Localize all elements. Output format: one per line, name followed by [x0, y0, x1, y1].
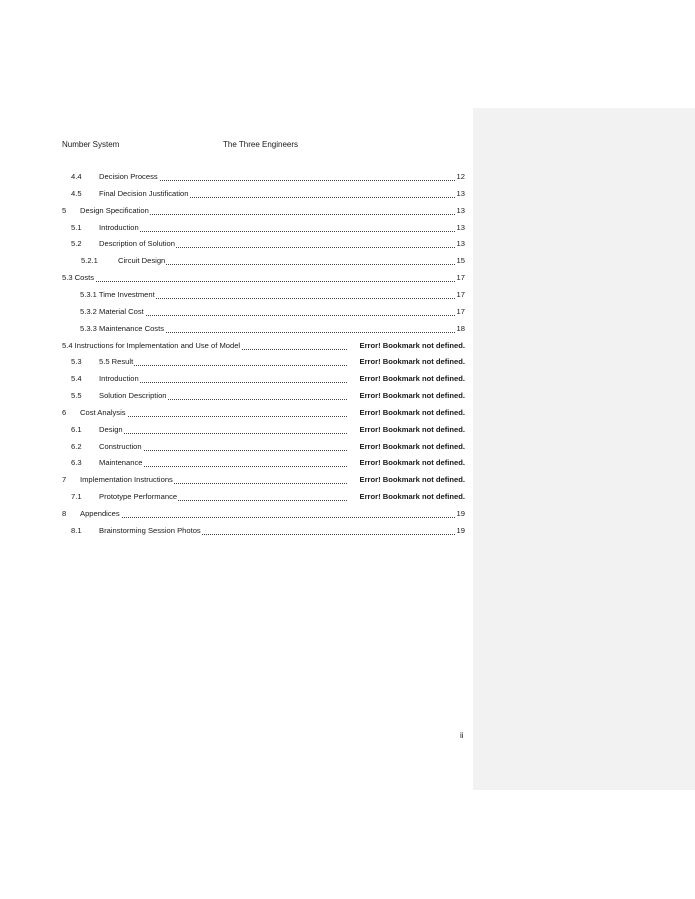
toc-leader-dots: [99, 431, 347, 434]
toc-leader-dots: [62, 279, 455, 282]
toc-entry-number: 5: [62, 205, 67, 215]
toc-entry[interactable]: [0, 457, 465, 468]
toc-entry[interactable]: [0, 441, 465, 452]
toc-entry-title: 5.3 Costs: [62, 273, 95, 283]
comment-pane: [473, 108, 695, 790]
toc-entry-page: Error! Bookmark not defined.: [359, 340, 465, 350]
toc-entry-page: 17: [456, 306, 465, 316]
toc-entry-title: Introduction: [99, 374, 139, 384]
toc-entry-title: 5.5 Result: [99, 357, 134, 367]
toc-entry-number: 5.4: [71, 374, 82, 384]
toc-entry-number: 5.2.1: [81, 256, 98, 266]
toc-entry[interactable]: [0, 390, 465, 401]
toc-entry-title: Introduction: [99, 222, 139, 232]
toc-entry-page: 13: [456, 239, 465, 249]
toc-entry[interactable]: [0, 356, 465, 367]
toc-entry-title: Decision Process: [99, 172, 158, 181]
toc-entry-page: Error! Bookmark not defined.: [359, 492, 465, 502]
toc-entry-title: Brainstorming Session Photos: [99, 525, 201, 535]
toc-entry-page: Error! Bookmark not defined.: [359, 424, 465, 434]
toc-entry[interactable]: [0, 238, 465, 249]
toc-entry-page: 19: [456, 509, 465, 518]
page-number: ii: [460, 731, 464, 740]
toc-entry-page: Error! Bookmark not defined.: [359, 391, 465, 401]
toc-entry-title: Implementation Instructions: [80, 475, 173, 485]
toc-entry-number: 4.5: [71, 188, 82, 198]
toc-entry-title: 5.4 Instructions for Implementation and Use of Model: [62, 340, 241, 350]
toc-entry[interactable]: [0, 508, 465, 519]
toc-entry-page: Error! Bookmark not defined.: [359, 458, 465, 468]
toc-leader-dots: [80, 515, 455, 518]
toc-entry-number: 6: [62, 407, 67, 417]
toc-entry-title: 5.3.1 Time Investment: [80, 289, 155, 299]
toc-entry-page: 17: [456, 289, 465, 299]
toc-entry[interactable]: [0, 407, 465, 418]
toc-entry[interactable]: [0, 474, 465, 485]
toc-leader-dots: [99, 229, 455, 232]
toc-entry-title: Cost Analysis: [80, 407, 126, 417]
toc-entry-page: 19: [456, 525, 465, 535]
toc-entry-page: Error! Bookmark not defined.: [359, 475, 465, 485]
toc-entry-title: Maintenance: [99, 458, 143, 468]
toc-entry-number: 5.1: [71, 222, 82, 232]
toc-entry-title: Design Specification: [80, 205, 149, 215]
toc-entry[interactable]: [0, 222, 465, 233]
header-right: The Three Engineers: [223, 140, 299, 149]
toc-entry-title: Construction: [99, 441, 142, 451]
toc-entry-page: 12: [456, 172, 465, 181]
toc-entry-number: 5.2: [71, 239, 82, 249]
toc-entry-page: Error! Bookmark not defined.: [359, 374, 465, 384]
toc-leader-dots: [118, 262, 455, 265]
toc-entry-number: 5.3: [71, 357, 82, 367]
toc-entry-page: 17: [456, 273, 465, 283]
toc-entry-title: Circuit Design: [118, 256, 166, 266]
toc-entry-page: 15: [456, 256, 465, 266]
toc-entry-page: 13: [456, 188, 465, 198]
toc-entry-page: Error! Bookmark not defined.: [359, 357, 465, 367]
toc-entry-page: Error! Bookmark not defined.: [359, 407, 465, 417]
toc-entry[interactable]: [0, 171, 465, 182]
toc-entry-title: Final Decision Justification: [99, 188, 189, 198]
toc-entry-page: 13: [456, 222, 465, 232]
toc-entry-title: 5.3.3 Maintenance Costs: [80, 323, 165, 333]
toc-entry[interactable]: [0, 289, 465, 300]
toc-entry-number: 8: [62, 509, 67, 518]
toc-entry-title: Design: [99, 424, 123, 434]
toc-entry[interactable]: [0, 340, 465, 351]
toc-entry[interactable]: [0, 188, 465, 199]
toc-entry-page: Error! Bookmark not defined.: [359, 441, 465, 451]
toc-entry[interactable]: [0, 272, 465, 283]
toc-entry-number: 7.1: [71, 492, 82, 502]
toc-entry-number: 6.2: [71, 441, 82, 451]
toc-entry[interactable]: [0, 491, 465, 502]
toc-entry[interactable]: [0, 255, 465, 266]
toc-entry-page: 18: [456, 323, 465, 333]
toc-entry-title: Solution Description: [99, 391, 167, 401]
toc-entry-number: 5.5: [71, 391, 82, 401]
toc-entry-number: 6.1: [71, 424, 82, 434]
toc-entry-number: 4.4: [71, 172, 82, 181]
toc-entry-title: Description of Solution: [99, 239, 175, 249]
toc-entry-page: 13: [456, 205, 465, 215]
toc-entry[interactable]: [0, 306, 465, 317]
toc-entry-number: 6.3: [71, 458, 82, 468]
toc-entry-title: 5.3.2 Material Cost: [80, 306, 144, 316]
toc-entry[interactable]: [0, 373, 465, 384]
toc-entry-title: Appendices: [80, 509, 120, 518]
toc-entry-number: 7: [62, 475, 67, 485]
toc-entry-title: Prototype Performance: [99, 492, 178, 502]
toc-entry[interactable]: [0, 205, 465, 216]
header-left: Number System: [62, 140, 120, 149]
toc-entry[interactable]: [0, 525, 465, 536]
toc-entry[interactable]: [0, 424, 465, 435]
toc-entry[interactable]: [0, 323, 465, 334]
toc-leader-dots: [99, 363, 347, 366]
toc-entry-number: 8.1: [71, 525, 82, 535]
